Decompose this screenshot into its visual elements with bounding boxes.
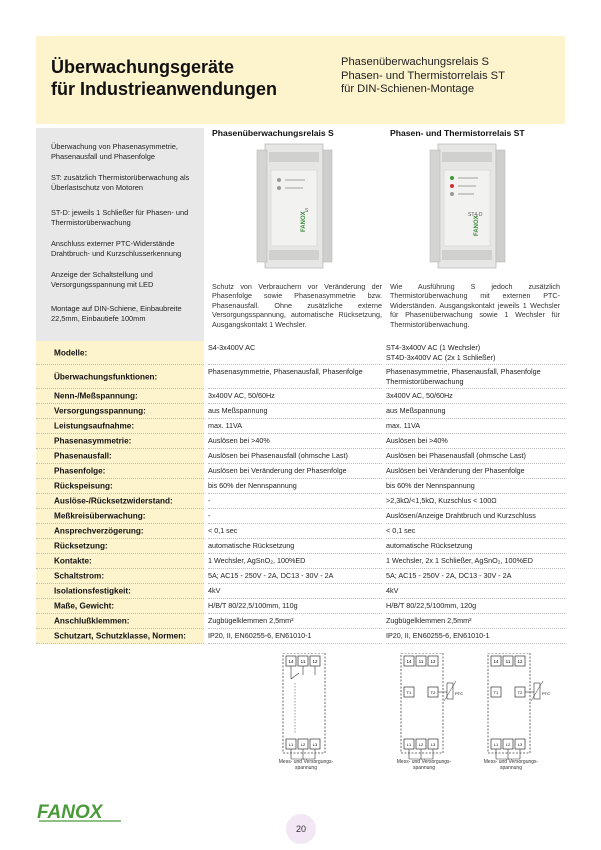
subtitle-line-2: Phasen- und Thermistorrelais ST [341,69,505,82]
spec-value-line: < 0,1 sec [386,525,416,535]
product-s-description: Schutz von Verbrauchern vor Veränderung der Phasenfolge sowie Phasenasymmetrie bzw. Phasenausfall. Ohne zusätzliche externe Versorgungsspannung, automatische Rücksetzung, Ausgangskontakt 1 Wechsler. [212,282,382,329]
spec-value-s [208,434,382,449]
feature-item: ST-D: jeweils 1 Schließer für Phasen- und Thermistorüberwachung [51,208,189,227]
spec-value-line: aus Meßspannung [386,405,446,415]
spec-label-cell [36,419,204,434]
spec-value-s [208,554,382,569]
spec-value-st [386,584,565,599]
spec-value-s [208,449,382,464]
spec-label: Schutzart, Schutzklasse, Normen: [54,631,186,641]
spec-label: Phasenasymmetrie: [54,436,132,446]
product-s-heading: Phasenüberwachungsrelais S [212,128,334,138]
wiring-diagram-s [275,653,335,771]
spec-value-st [386,479,565,494]
spec-label-cell [36,494,204,509]
spec-value-st [386,404,565,419]
terminal-label: 11 [418,659,424,664]
terminal-label: 14 [493,659,499,664]
spec-row [36,494,565,509]
spec-row [36,479,565,494]
spec-value-line: bis 60% der Nennspannung [208,480,297,490]
spec-value-line: ST4-3x400V AC (1 Wechsler) [386,342,481,352]
product-st-heading: Phasen- und Thermistorrelais ST [390,128,525,138]
spec-value-line: - [208,510,211,520]
spec-value-s [208,464,382,479]
page-number: 20 [286,814,316,844]
spec-label-cell [36,434,204,449]
spec-value-s [208,539,382,554]
spec-row [36,419,565,434]
page-subtitle [341,56,505,97]
spec-value-line: ST4D-3x400V AC (2x 1 Schließer) [386,352,496,362]
spec-value-st [386,389,565,404]
wiring-diagram-st [395,653,470,771]
spec-value-line: Auslösen bei Veränderung der Phasenfolge [386,465,525,475]
spec-value-line: max. 11VA [386,420,421,430]
spec-label-cell [36,509,204,524]
spec-label-cell [36,584,204,599]
product-st-brand: FANOX [474,215,480,236]
spec-value-line: Auslösen bei Phasenausfall (ohmsche Last) [208,450,348,460]
terminal-label: L3 [312,742,318,747]
spec-value-line: automatische Rücksetzung [208,540,295,550]
spec-value-st [386,629,565,644]
spec-value-s [208,479,382,494]
spec-label: Überwachungsfunktionen: [54,372,158,381]
spec-value-s [208,584,382,599]
feature-item: ST: zusätzlich Thermistorüberwachung als Überlastschutz von Motoren [51,173,190,192]
spec-value-line: IP20, II, EN60255-6, EN61010-1 [208,630,312,640]
terminal-label: L3 [517,742,523,747]
spec-value-st [386,419,565,434]
terminal-label: L3 [430,742,436,747]
spec-label: Isolationsfestigkeit: [54,586,131,596]
spec-value-line: Phasenasymmetrie, Phasenausfall, Phasenfolge [208,366,363,376]
ptc-label: PTC [542,691,550,696]
terminal-label: 12 [517,659,523,664]
spec-value-line: Zugbügelklemmen 2,5mm² [208,615,294,625]
spec-value-line: automatische Rücksetzung [386,540,473,550]
terminal-label: 11 [300,659,306,664]
spec-value-s [208,494,382,509]
spec-label: Schaltstrom: [54,571,105,581]
spec-row [36,599,565,614]
terminal-label: T1 [493,690,499,695]
spec-row [36,569,565,584]
spec-value-s [208,365,382,389]
terminal-label: L2 [418,742,424,747]
diagram-s-label: Mess- und Versorgungs-spannung [278,759,334,771]
spec-value-line: IP20, II, EN60255-6, EN61010-1 [386,630,490,640]
spec-row [36,614,565,629]
spec-value-st [386,434,565,449]
spec-value-line: Zugbügelklemmen 2,5mm² [386,615,472,625]
spec-value-st [386,365,565,389]
spec-value-s [208,599,382,614]
spec-value-st [386,464,565,479]
product-st-image [428,142,508,272]
terminal-label: L1 [493,742,499,747]
spec-label-cell [36,404,204,419]
spec-row [36,464,565,479]
spec-label-cell [36,365,204,389]
spec-value-s [208,524,382,539]
fanox-logo [37,801,127,823]
terminal-label: L2 [505,742,511,747]
spec-value-s [208,629,382,644]
spec-value-st [386,341,565,365]
spec-value-line: 5A; AC15 - 250V - 2A, DC13 - 30V - 2A [208,570,334,580]
wiring-diagram-std [482,653,557,771]
spec-label-cell [36,599,204,614]
spec-value-line: 3x400V AC, 50/60Hz [208,390,275,400]
spec-value-line: >2,3kΩ/<1,5kΩ, Kuzschlus < 100Ω [386,495,497,505]
terminal-label: 14 [406,659,412,664]
spec-label: Maße, Gewicht: [54,601,115,611]
product-s-image [255,142,335,272]
spec-value-s [208,419,382,434]
terminal-label: T2 [430,690,436,695]
spec-label-cell [36,389,204,404]
spec-value-line: Auslösen/Anzeige Drahtbruch und Kurzschluss [386,510,536,520]
spec-value-st [386,614,565,629]
spec-label-cell [36,341,204,365]
spec-value-line: bis 60% der Nennspannung [386,480,475,490]
spec-value-st [386,539,565,554]
spec-value-line: Auslösen bei >40% [208,435,270,445]
spec-label-cell [36,524,204,539]
spec-label-cell [36,614,204,629]
spec-value-s [208,509,382,524]
feature-item: Montage auf DIN-Schiene, Einbaubreite 22,5mm, Einbautiefe 100mm [51,304,182,323]
spec-value-line: - [208,495,211,505]
spec-row [36,341,565,365]
spec-label: Ansprechverzögerung: [54,526,144,536]
spec-label: Kontakte: [54,556,92,566]
logo-text: FANOX [37,802,103,823]
spec-value-line: Auslösen bei Veränderung der Phasenfolge [208,465,347,475]
spec-value-line: aus Meßspannung [208,405,268,415]
spec-row [36,389,565,404]
subtitle-line-3: für DIN-Schienen-Montage [341,83,475,95]
spec-value-line: 4kV [208,585,221,595]
spec-value-line: 3x400V AC, 50/60Hz [386,390,453,400]
spec-value-s [208,341,382,365]
spec-label-cell [36,539,204,554]
spec-label-cell [36,554,204,569]
header-band [36,36,565,124]
spec-value-line: 1 Wechsler, 2x 1 Schließer, AgSnO₂, 100%ED [386,555,533,565]
spec-label: Modelle: [54,348,88,357]
spec-value-line: S4-3x400V AC [208,342,256,352]
spec-row [36,584,565,599]
spec-value-s [208,614,382,629]
spec-value-st [386,524,565,539]
spec-label-cell [36,629,204,644]
terminal-label: T1 [406,690,412,695]
spec-label: Rückspeisung: [54,481,113,491]
spec-row [36,434,565,449]
spec-label-cell [36,479,204,494]
terminal-label: L2 [300,742,306,747]
spec-label: Leistungsaufnahme: [54,421,135,431]
feature-item: Anzeige der Schaltstellung und Versorgungsspannung mit LED [51,270,154,289]
spec-label: Versorgungsspannung: [54,406,146,416]
title-line-2: für Industrieanwendungen [51,79,278,99]
feature-item: Anschluss externer PTC-Widerstände Drahtbruch- und Kurzschlusserkennung [51,239,182,258]
spec-value-st [386,494,565,509]
spec-value-st [386,599,565,614]
spec-value-line: H/B/T 80/22,5/100mm, 110g [208,600,298,610]
terminal-label: 12 [312,659,318,664]
spec-value-line: Thermistorüberwachung [386,376,464,386]
feature-sidebar [36,128,204,342]
spec-row [36,629,565,644]
diagram-std-label: Mess- und Versorgungs-spannung [483,759,539,771]
product-s-brand: FANOX [301,211,307,232]
ptc-label: PTC [455,691,463,696]
spec-label: Phasenausfall: [54,451,112,461]
product-s-model: S [305,208,309,214]
spec-label: Auslöse-/Rücksetzwiderstand: [54,496,173,506]
spec-value-line: max. 11VA [208,420,243,430]
spec-row [36,524,565,539]
spec-value-line: Auslösen bei Phasenausfall (ohmsche Last) [386,450,526,460]
spec-label: Meßkreisüberwachung: [54,511,146,521]
spec-value-line: < 0,1 sec [208,525,238,535]
spec-value-s [208,569,382,584]
terminal-label: 14 [288,659,294,664]
product-st-description: Wie Ausführung S jedoch zusätzlich Thermistorüberwachung mit externen PTC-Widerständen. Ausgangskontakt jeweils 1 Wechsler für Phasenüberwachung sowie 1 Wechsler für Thermistorüberwachung. [390,282,560,329]
spec-row [36,539,565,554]
spec-value-line: H/B/T 80/22,5/100mm, 120g [386,600,477,610]
spec-label: Nenn-/Meßspannung: [54,391,138,401]
spec-label-cell [36,449,204,464]
terminal-label: 11 [505,659,511,664]
spec-row [36,449,565,464]
title-line-1: Überwachungsgeräte [51,57,235,77]
spec-label-cell [36,569,204,584]
spec-row [36,365,565,389]
spec-value-st [386,509,565,524]
terminal-label: 12 [430,659,436,664]
spec-value-st [386,449,565,464]
page-title [51,56,277,100]
terminal-label: T2 [517,690,523,695]
spec-label-cell [36,464,204,479]
spec-label: Rücksetzung: [54,541,108,551]
spec-value-line: 1 Wechsler, AgSnO₂, 100%ED [208,555,306,565]
spec-value-s [208,389,382,404]
terminal-label: L1 [406,742,412,747]
spec-value-s [208,404,382,419]
subtitle-line-1: Phasenüberwachungsrelais S [341,56,490,68]
spec-row [36,509,565,524]
spec-value-line: Auslösen bei >40% [386,435,448,445]
spec-row [36,404,565,419]
spec-value-st [386,569,565,584]
diagram-st-label: Mess- und Versorgungs-spannung [396,759,452,771]
feature-item: Überwachung von Phasenasymmetrie, Phasenausfall und Phasenfolge [51,142,178,161]
spec-label: Phasenfolge: [54,466,106,476]
terminal-label: L1 [288,742,294,747]
product-st-model: ST4-D [468,212,483,218]
spec-value-line: 4kV [386,585,399,595]
spec-row [36,554,565,569]
spec-label: Anschlußklemmen: [54,616,130,626]
spec-value-line: 5A; AC15 - 250V - 2A, DC13 - 30V - 2A [386,570,512,580]
spec-value-st [386,554,565,569]
spec-value-line: Phasenasymmetrie, Phasenausfall, Phasenfolge [386,366,541,376]
